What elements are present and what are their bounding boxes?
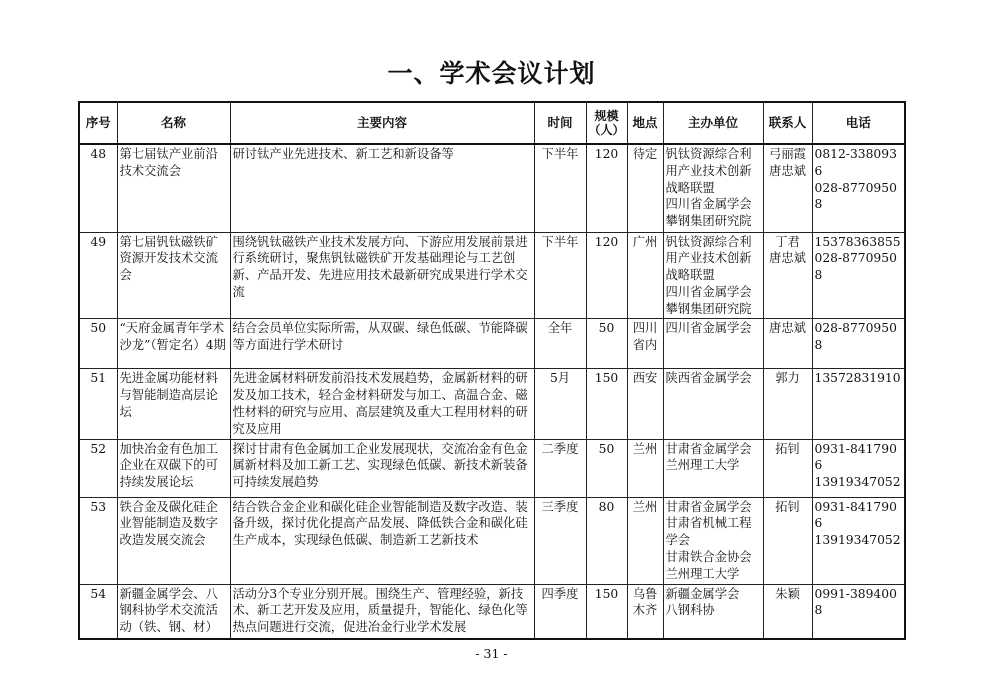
cell-seq: 50 bbox=[79, 319, 117, 369]
cell-phones-line: 028-87709508 bbox=[814, 321, 897, 353]
cell-time: 四季度 bbox=[534, 584, 586, 639]
cell-organizers-line: 甘肃省机械工程学会 bbox=[665, 516, 752, 548]
cell-contacts bbox=[763, 584, 812, 639]
cell-scale: 120 bbox=[586, 232, 627, 319]
cell-name: 第七届钒钛磁铁矿资源开发技术交流会 bbox=[117, 232, 230, 319]
cell-place: 乌鲁木齐 bbox=[627, 584, 663, 639]
cell-contacts-line: 拓钊 bbox=[775, 441, 800, 456]
cell-seq: 51 bbox=[79, 369, 117, 439]
cell-seq: 48 bbox=[79, 144, 117, 232]
cell-content: 围绕钒钛磁铁产业技术发展方向、下游应用发展前景进行系统研讨，聚焦钒钛磁铁矿开发基础理论与工艺创新、产品开发、先进应用技术最新研究成果进行学术交流 bbox=[230, 232, 534, 319]
table-row bbox=[79, 439, 905, 497]
cell-contacts bbox=[763, 319, 812, 369]
cell-organizers-line: 甘肃铁合金协会 bbox=[665, 550, 752, 565]
cell-contacts-line: 拓钊 bbox=[775, 499, 800, 514]
cell-phones-line: 13919347052 bbox=[814, 475, 901, 490]
cell-time: 二季度 bbox=[534, 439, 586, 497]
cell-time: 下半年 bbox=[534, 232, 586, 319]
cell-time: 5月 bbox=[534, 369, 586, 439]
cell-organizers-line: 陕西省金属学会 bbox=[665, 371, 752, 386]
cell-phones bbox=[812, 497, 905, 584]
cell-scale: 150 bbox=[586, 369, 627, 439]
cell-place: 待定 bbox=[627, 144, 663, 232]
cell-content: 结合会员单位实际所需，从双碳、绿色低碳、节能降碳等方面进行学术研讨 bbox=[230, 319, 534, 369]
header-place: 地点 bbox=[627, 102, 663, 144]
cell-phones-line: 0812-3380936 bbox=[814, 147, 897, 178]
table-row bbox=[79, 144, 905, 232]
cell-organizers bbox=[663, 144, 763, 232]
cell-name: 加快冶金有色加工企业在双碳下的可持续发展论坛 bbox=[117, 439, 230, 497]
cell-scale: 80 bbox=[586, 497, 627, 584]
cell-scale: 50 bbox=[586, 439, 627, 497]
cell-seq: 52 bbox=[79, 439, 117, 497]
cell-place: 四川省内 bbox=[627, 319, 663, 369]
cell-organizers-line: 甘肃省金属学会 bbox=[665, 499, 752, 514]
table-row bbox=[79, 369, 905, 439]
page-number: - 31 - bbox=[475, 646, 508, 661]
cell-content: 活动分3个专业分别开展。围绕生产、管理经验，新技术、新工艺开发及应用，质量提升，智能化、绿色化等热点问题进行交流，促进冶金行业学术发展 bbox=[230, 584, 534, 639]
cell-contacts-line: 朱颖 bbox=[775, 586, 800, 601]
cell-contacts bbox=[763, 232, 812, 319]
cell-contacts bbox=[763, 497, 812, 584]
cell-time: 下半年 bbox=[534, 144, 586, 232]
cell-phones-line: 0931-8417906 bbox=[814, 499, 897, 531]
cell-scale: 120 bbox=[586, 144, 627, 232]
cell-contacts-line: 唐忠斌 bbox=[769, 163, 806, 178]
cell-organizers-line: 新疆金属学会 bbox=[665, 586, 740, 601]
conference-plan-table bbox=[78, 101, 906, 640]
cell-phones bbox=[812, 319, 905, 369]
cell-organizers-line: 兰州理工大学 bbox=[665, 458, 740, 473]
cell-name: 新疆金属学会、八钢科协学术交流活动（铁、钢、材） bbox=[117, 584, 230, 639]
cell-organizers-line: 钒钛资源综合利用产业技术创新战略联盟 bbox=[665, 147, 752, 195]
cell-place: 广州 bbox=[627, 232, 663, 319]
cell-phones bbox=[812, 439, 905, 497]
cell-phones bbox=[812, 144, 905, 232]
header-contact: 联系人 bbox=[763, 102, 812, 144]
cell-content: 探讨甘肃有色金属加工企业发展现状，交流冶金有色金属新材料及加工新工艺、实现绿色低碳、新技术新装备可持续发展趋势 bbox=[230, 439, 534, 497]
table-row bbox=[79, 497, 905, 584]
cell-seq: 54 bbox=[79, 584, 117, 639]
cell-organizers-line: 兰州理工大学 bbox=[665, 566, 740, 581]
header-scale: 规模（人） bbox=[586, 102, 627, 144]
cell-name: 第七届钛产业前沿技术交流会 bbox=[117, 144, 230, 232]
cell-contacts-line: 郭力 bbox=[775, 371, 800, 386]
cell-phones-line: 0991-3894008 bbox=[814, 586, 897, 618]
cell-phones bbox=[812, 584, 905, 639]
table-row bbox=[79, 584, 905, 639]
cell-organizers-line: 攀钢集团研究院 bbox=[665, 301, 752, 316]
cell-scale: 50 bbox=[586, 319, 627, 369]
cell-place: 兰州 bbox=[627, 497, 663, 584]
cell-contacts-line: 唐忠斌 bbox=[769, 321, 806, 336]
cell-seq: 53 bbox=[79, 497, 117, 584]
cell-organizers bbox=[663, 319, 763, 369]
cell-name: 先进金属功能材料与智能制造高层论坛 bbox=[117, 369, 230, 439]
cell-phones-line: 13919347052 bbox=[814, 533, 901, 548]
cell-phones-line: 028-87709508 bbox=[814, 251, 897, 283]
table-header-row bbox=[79, 102, 905, 144]
cell-phones-line: 13572831910 bbox=[814, 371, 901, 386]
cell-phones-line: 028-87709508 bbox=[814, 180, 897, 212]
table-row bbox=[79, 319, 905, 369]
cell-organizers bbox=[663, 439, 763, 497]
cell-organizers-line: 四川省金属学会 bbox=[665, 197, 752, 212]
cell-contacts-line: 唐忠斌 bbox=[769, 251, 806, 266]
header-name: 名称 bbox=[117, 102, 230, 144]
cell-organizers bbox=[663, 584, 763, 639]
header-content: 主要内容 bbox=[230, 102, 534, 144]
cell-organizers-line: 攀钢集团研究院 bbox=[665, 214, 752, 229]
cell-seq: 49 bbox=[79, 232, 117, 319]
cell-content: 结合铁合金企业和碳化硅企业智能制造及数字改造、装备升级，探讨优化提高产品发展、降低铁合金和碳化硅生产成本，实现绿色低碳、制造新工艺新技术 bbox=[230, 497, 534, 584]
header-organizer: 主办单位 bbox=[663, 102, 763, 144]
cell-phones-line: 0931-8417906 bbox=[814, 441, 897, 473]
cell-name: “天府金属青年学术沙龙”（暂定名）4期 bbox=[117, 319, 230, 369]
table-row bbox=[79, 232, 905, 319]
cell-organizers bbox=[663, 232, 763, 319]
cell-organizers-line: 钒钛资源综合利用产业技术创新战略联盟 bbox=[665, 234, 752, 283]
cell-contacts-line: 弓丽霞 bbox=[769, 147, 806, 161]
cell-organizers bbox=[663, 369, 763, 439]
cell-contacts-line: 丁君 bbox=[775, 234, 800, 249]
cell-name: 铁合金及碳化硅企业智能制造及数字改造发展交流会 bbox=[117, 497, 230, 584]
cell-organizers bbox=[663, 497, 763, 584]
cell-place: 兰州 bbox=[627, 439, 663, 497]
header-phone: 电话 bbox=[812, 102, 905, 144]
cell-contacts bbox=[763, 439, 812, 497]
cell-phones bbox=[812, 232, 905, 319]
cell-phones bbox=[812, 369, 905, 439]
cell-time: 全年 bbox=[534, 319, 586, 369]
cell-place: 西安 bbox=[627, 369, 663, 439]
page-title: 一、学术会议计划 bbox=[387, 59, 596, 88]
cell-contacts bbox=[763, 144, 812, 232]
cell-contacts bbox=[763, 369, 812, 439]
cell-organizers-line: 四川省金属学会 bbox=[665, 321, 752, 336]
cell-organizers-line: 八钢科协 bbox=[665, 603, 715, 618]
cell-time: 三季度 bbox=[534, 497, 586, 584]
header-seq: 序号 bbox=[79, 102, 117, 144]
cell-organizers-line: 四川省金属学会 bbox=[665, 284, 752, 299]
cell-organizers-line: 甘肃省金属学会 bbox=[665, 441, 752, 456]
cell-scale: 150 bbox=[586, 584, 627, 639]
cell-phones-line: 15378363855 bbox=[814, 234, 901, 249]
cell-content: 研讨钛产业先进技术、新工艺和新设备等 bbox=[230, 144, 534, 232]
cell-content: 先进金属材料研发前沿技术发展趋势，金属新材料的研发及加工技术，轻合金材料研发与加工、高温合金、磁性材料的研究与应用、高层建筑及重大工程用材料的研究及应用 bbox=[230, 369, 534, 439]
header-time: 时间 bbox=[534, 102, 586, 144]
